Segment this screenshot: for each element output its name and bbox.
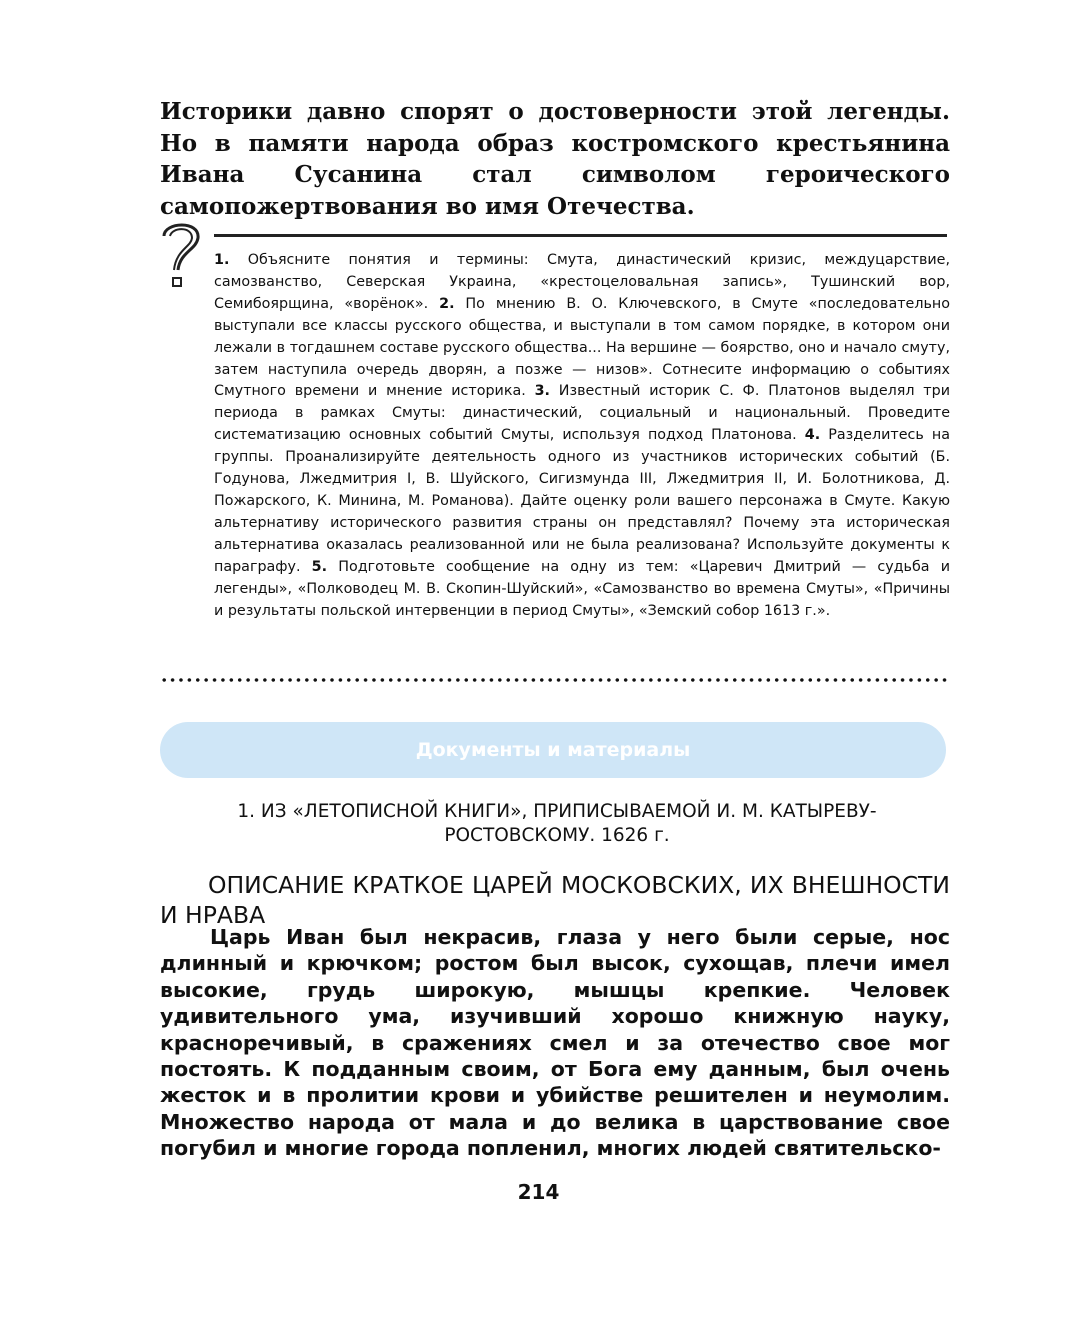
questions-block <box>214 250 950 622</box>
question-mark-icon <box>160 218 204 288</box>
dotted-divider <box>160 676 950 684</box>
document-body: Царь Иван был некрасив, глаза у него были серые, нос длинный и крючком; ростом был высок, сухощав, плечи имел высокие, грудь широкую, мышцы крепкие. Человек удивительного ума, изучивший хорошо книжную науку, красноречивый, в сражениях смел и за отечество свое мог постоять. К подданным своим, от Бога ему данным, был очень жесток и в пролитии крови и убийстве решителен и неумолим. Множество народа от мала и до велика в царствование свое погубил и многие города попленил, многих людей святительско- <box>160 925 950 1161</box>
question-1-number: 1. <box>214 252 230 268</box>
question-2-number: 2. <box>439 295 455 312</box>
question-3-text: Известный историк С. Ф. Платонов выделял три периода в рамках Смуты: династический, социальный и национальный. Проведите систематизацию основных событий Смуты, используя подход Платонова. <box>214 383 950 444</box>
question-3-number: 3. <box>534 383 550 400</box>
document-subtitle: ОПИСАНИЕ КРАТКОЕ ЦАРЕЙ МОСКОВСКИХ, ИХ ВНЕШНОСТИ И НРАВА <box>160 871 950 929</box>
page-number: 214 <box>517 1180 560 1204</box>
question-1-text: Объясните понятия и термины: Смута, династический кризис, междуцарствие, самозванство, Северская Украина, «крестоцеловальная запись», Тушинский вор, Семибоярщина, «ворёнок». <box>214 252 950 312</box>
banner-title: Документы и материалы <box>415 739 691 761</box>
section-banner <box>160 722 946 778</box>
questions-top-rule <box>214 234 947 237</box>
intro-paragraph: Историки давно спорят о достоверности этой легенды. Но в памяти народа образ костромского крестьянина Ивана Сусанина стал символом героического самопожертвования во имя Отечества. <box>160 98 950 220</box>
question-5-text: Подготовьте сообщение на одну из тем: «Царевич Дмитрий — судьба и легенды», «Полководец М. В. Скопин-Шуйский», «Самозванство во времена Смуты», «Причины и результаты польской интервенции в период Смуты», «Земский собор 1613 г.». <box>214 558 950 619</box>
question-4-number: 4. <box>804 427 821 444</box>
question-4-text: Разделитесь на группы. Проанализируйте деятельность одного из участников исторических событий (Б. Годунова, Лжедмитрия I, В. Шуйского, Сигизмунда III, Лжедмитрия II, И. Болотникова, Д. Пожарского, К. Минина, М. Романова). Дайте оценку роли вашего персонажа в Смуте. Какую альтернативу исторического развития страны он представлял? Почему эта историческая альтернатива оказалась реализованной или не была реализована? Используйте документы к параграфу. <box>214 427 950 575</box>
question-2-text: По мнению В. О. Ключевского, в Смуте «последовательно выступали все классы русского общества, и выступали в том самом порядке, в котором они лежали в тогдашнем составе русского общества... На вершине — боярство, оно и начало смуту, затем наступила очередь дворян, а позже — низов». Сотнесите информацию о событиях Смутного времени и мнение историка. <box>214 295 951 400</box>
document-heading: 1. ИЗ «ЛЕТОПИСНОЙ КНИГИ», ПРИПИСЫВАЕМОЙ И. М. КАТЫРЕВУ-РОСТОВСКОМУ. 1626 г. <box>237 801 877 846</box>
question-5-number: 5. <box>311 558 328 575</box>
